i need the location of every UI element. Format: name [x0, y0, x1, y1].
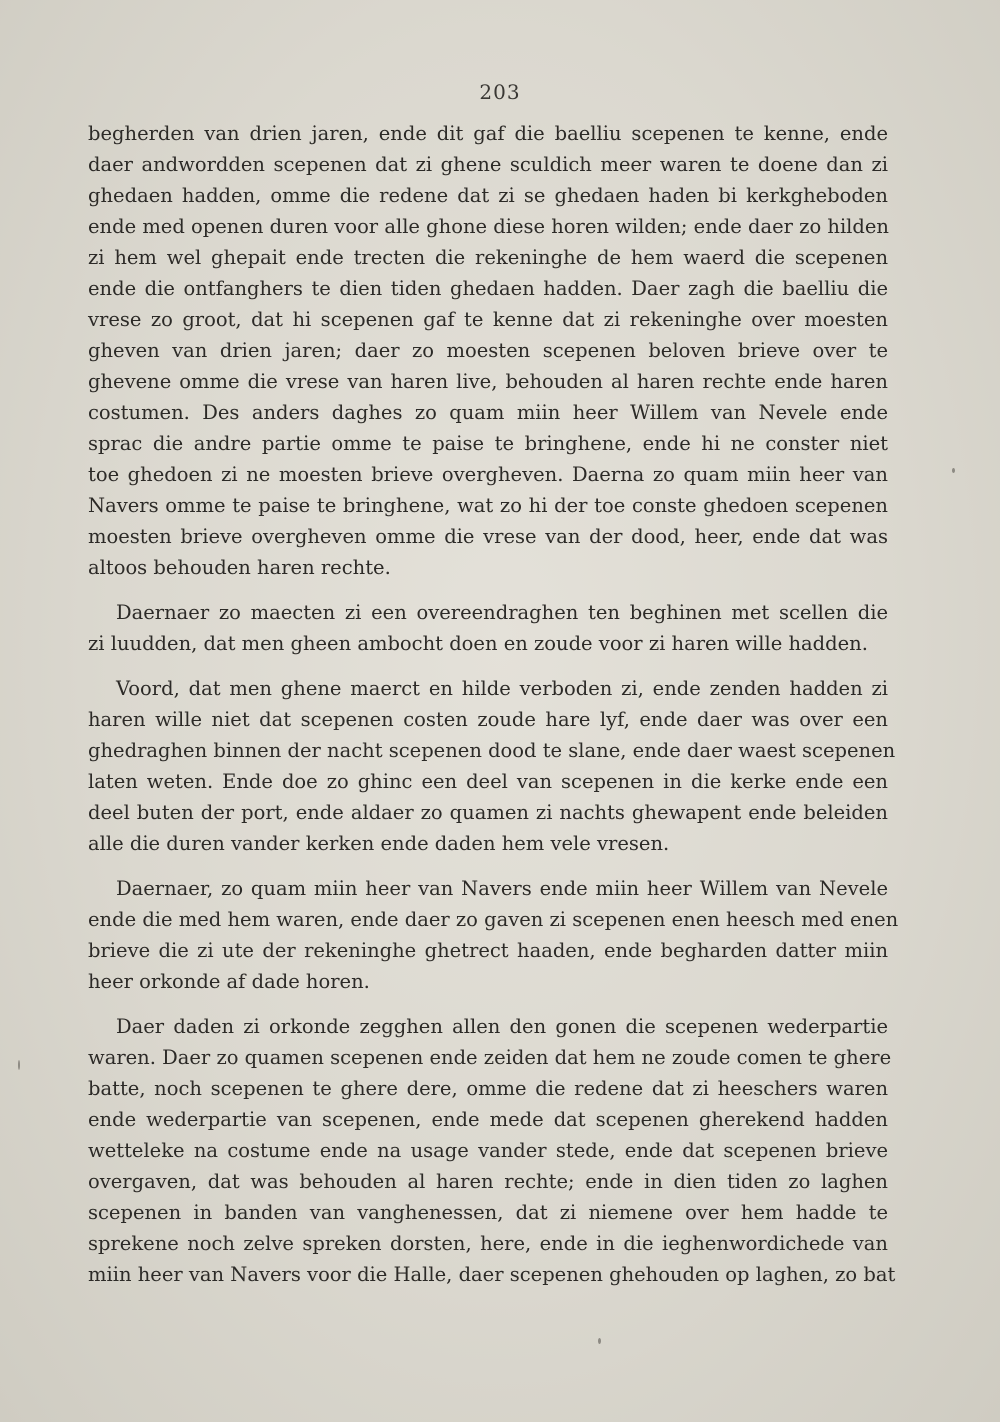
text-line: scepenen in banden van vanghenessen, dat zi niemene over hem hadde te	[88, 1201, 888, 1224]
text-line: costumen. Des anders daghes zo quam miin heer Willem van Nevele ende	[88, 401, 888, 424]
text-line: heer orkonde af dade horen.	[88, 970, 370, 993]
text-line: zi hem wel ghepait ende trecten die rekeninghe de hem waerd die scepenen	[88, 246, 888, 269]
text-line: miin heer van Navers voor die Halle, daer scepenen ghehouden op laghen, zo bat	[88, 1263, 896, 1286]
text-line: moesten brieve overgheven omme die vrese van der dood, heer, ende dat was	[88, 525, 888, 548]
text-line: laten weten. Ende doe zo ghinc een deel van scepenen in die kerke ende een	[88, 770, 888, 793]
text-line: altoos behouden haren rechte.	[88, 556, 391, 579]
text-line: Navers omme te paise te bringhene, wat zo hi der toe conste ghedoen scepenen	[88, 494, 888, 517]
text-line: Daernaer, zo quam miin heer van Navers ende miin heer Willem van Nevele	[116, 877, 888, 900]
text-line: vrese zo groot, dat hi scepenen gaf te kenne dat zi rekeninghe over moesten	[88, 308, 888, 331]
text-line: ende med openen duren voor alle ghone diese horen wilden; ende daer zo hilden	[88, 215, 889, 238]
paper-speck	[18, 1060, 20, 1070]
text-line: Daer daden zi orkonde zegghen allen den gonen die scepenen wederpartie	[116, 1015, 888, 1038]
paper-speck	[598, 1338, 601, 1344]
text-line: begherden van drien jaren, ende dit gaf die baelliu scepenen te kenne, ende	[88, 122, 888, 145]
text-line: zi luudden, dat men gheen ambocht doen en zoude voor zi haren wille hadden.	[88, 632, 868, 655]
text-line: ende die med hem waren, ende daer zo gaven zi scepenen enen heesch med enen	[88, 908, 899, 931]
text-line: sprac die andre partie omme te paise te bringhene, ende hi ne conster niet	[88, 432, 888, 455]
text-line: brieve die zi ute der rekeninghe ghetrect haaden, ende begharden datter miin	[88, 939, 888, 962]
text-line: Voord, dat men ghene maerct en hilde verboden zi, ende zenden hadden zi	[116, 677, 888, 700]
paragraph-1	[88, 118, 888, 583]
text-line: sprekene noch zelve spreken dorsten, here, ende in die ieghenwordichede van	[88, 1232, 888, 1255]
text-line: ende wederpartie van scepenen, ende mede dat scepenen gherekend hadden	[88, 1108, 888, 1131]
text-line: ende die ontfanghers te dien tiden ghedaen hadden. Daer zagh die baelliu die	[88, 277, 888, 300]
text-line: batte, noch scepenen te ghere dere, omme die redene dat zi heeschers waren	[88, 1077, 888, 1100]
paragraph-2	[88, 597, 888, 659]
text-line: ghedraghen binnen der nacht scepenen dood te slane, ende daer waest scepenen	[88, 739, 896, 762]
page-number: 203	[479, 80, 521, 104]
paragraph-3	[88, 673, 896, 859]
text-line: ghevene omme die vrese van haren live, behouden al haren rechte ende haren	[88, 370, 888, 393]
text-line: overgaven, dat was behouden al haren rechte; ende in dien tiden zo laghen	[88, 1170, 888, 1193]
body-text	[88, 118, 899, 1304]
text-line: deel buten der port, ende aldaer zo quamen zi nachts ghewapent ende beleiden	[88, 801, 888, 824]
text-line: haren wille niet dat scepenen costen zoude hare lyf, ende daer was over een	[88, 708, 888, 731]
text-line: toe ghedoen zi ne moesten brieve overgheven. Daerna zo quam miin heer van	[88, 463, 888, 486]
text-line: daer andwordden scepenen dat zi ghene sculdich meer waren te doene dan zi	[88, 153, 888, 176]
paragraph-5	[88, 1011, 896, 1290]
text-line: waren. Daer zo quamen scepenen ende zeiden dat hem ne zoude comen te ghere	[88, 1046, 892, 1069]
paragraph-4	[88, 873, 899, 997]
text-line: Daernaer zo maecten zi een overeendraghen ten beghinen met scellen die	[116, 601, 888, 624]
text-line: gheven van drien jaren; daer zo moesten scepenen beloven brieve over te	[88, 339, 888, 362]
text-line: alle die duren vander kerken ende daden hem vele vresen.	[88, 832, 670, 855]
text-line: wetteleke na costume ende na usage vander stede, ende dat scepenen brieve	[88, 1139, 888, 1162]
text-line: ghedaen hadden, omme die redene dat zi se ghedaen haden bi kerkgheboden	[88, 184, 888, 207]
paper-speck	[952, 468, 955, 473]
